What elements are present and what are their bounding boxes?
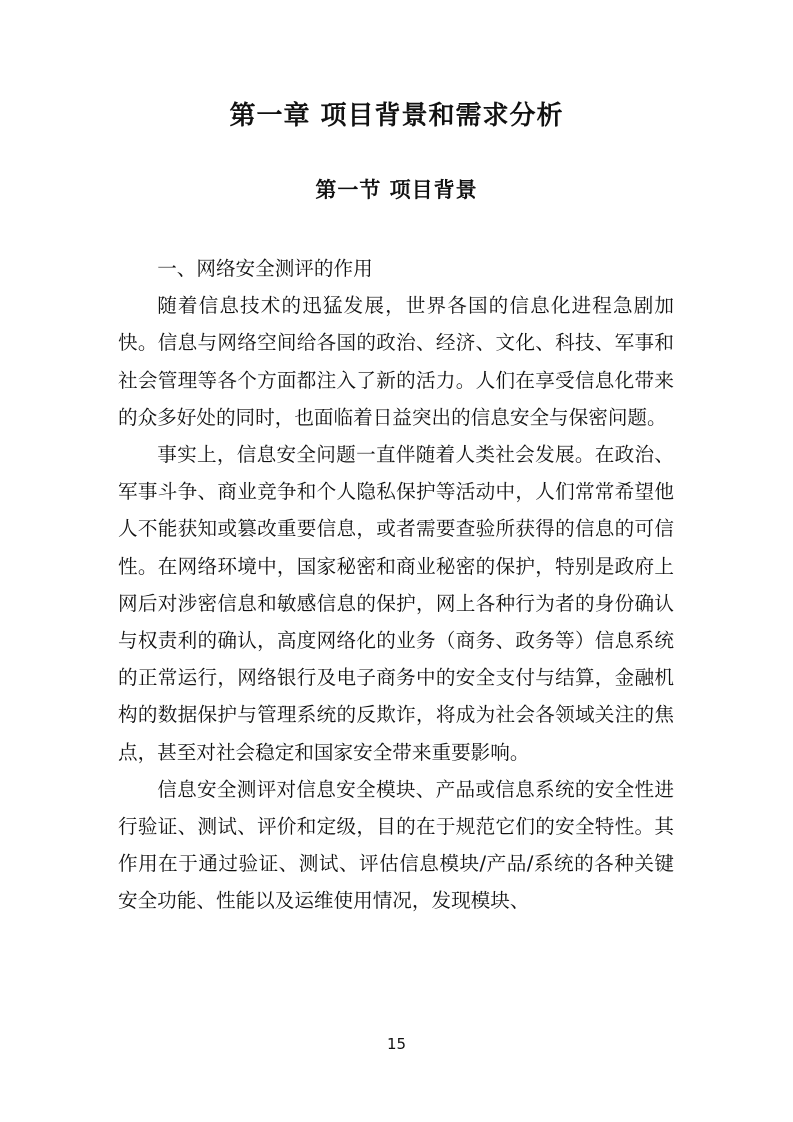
chapter-title: 第一章 项目背景和需求分析: [229, 101, 564, 131]
paragraph: 事实上，信息安全问题一直伴随着人类社会发展。在政治、军事斗争、商业竞争和个人隐私保护等活动中，人们常常希望他人不能获知或篡改重要信息，或者需要查验所获得的信息的可信性。在网络环境中，国家秘密和商业秘密的保护，特别是政府上网后对涉密信息和敏感信息的保护，网上各种行为者的身份确认与权责利的确认，高度网络化的业务（商务、政务等）信息系统的正常运行，网络银行及电子商务中的安全支付与结算，金融机构的数据保护与管理系统的反欺诈，将成为社会各领域关注的焦点，甚至对社会稳定和国家安全带来重要影响。: [118, 443, 674, 764]
subheading: 一、网络安全测评的作用: [157, 257, 373, 280]
body-text: [118, 250, 674, 920]
paragraph: 信息安全测评对信息安全模块、产品或信息系统的安全性进行验证、测试、评价和定级，目的在于规范它们的安全特性。其作用在于通过验证、测试、评估信息模块/产品/系统的各种关键安全功能、性能以及运维使用情况，发现模块、: [118, 777, 674, 913]
section-title: 第一节 项目背景: [315, 178, 478, 202]
paragraph: 随着信息技术的迅猛发展，世界各国的信息化进程急剧加快。信息与网络空间给各国的政治、经济、文化、科技、军事和社会管理等各个方面都注入了新的活力。人们在享受信息化带来的众多好处的同时，也面临着日益突出的信息安全与保密问题。: [118, 294, 674, 429]
page-number: 15: [386, 1035, 407, 1053]
